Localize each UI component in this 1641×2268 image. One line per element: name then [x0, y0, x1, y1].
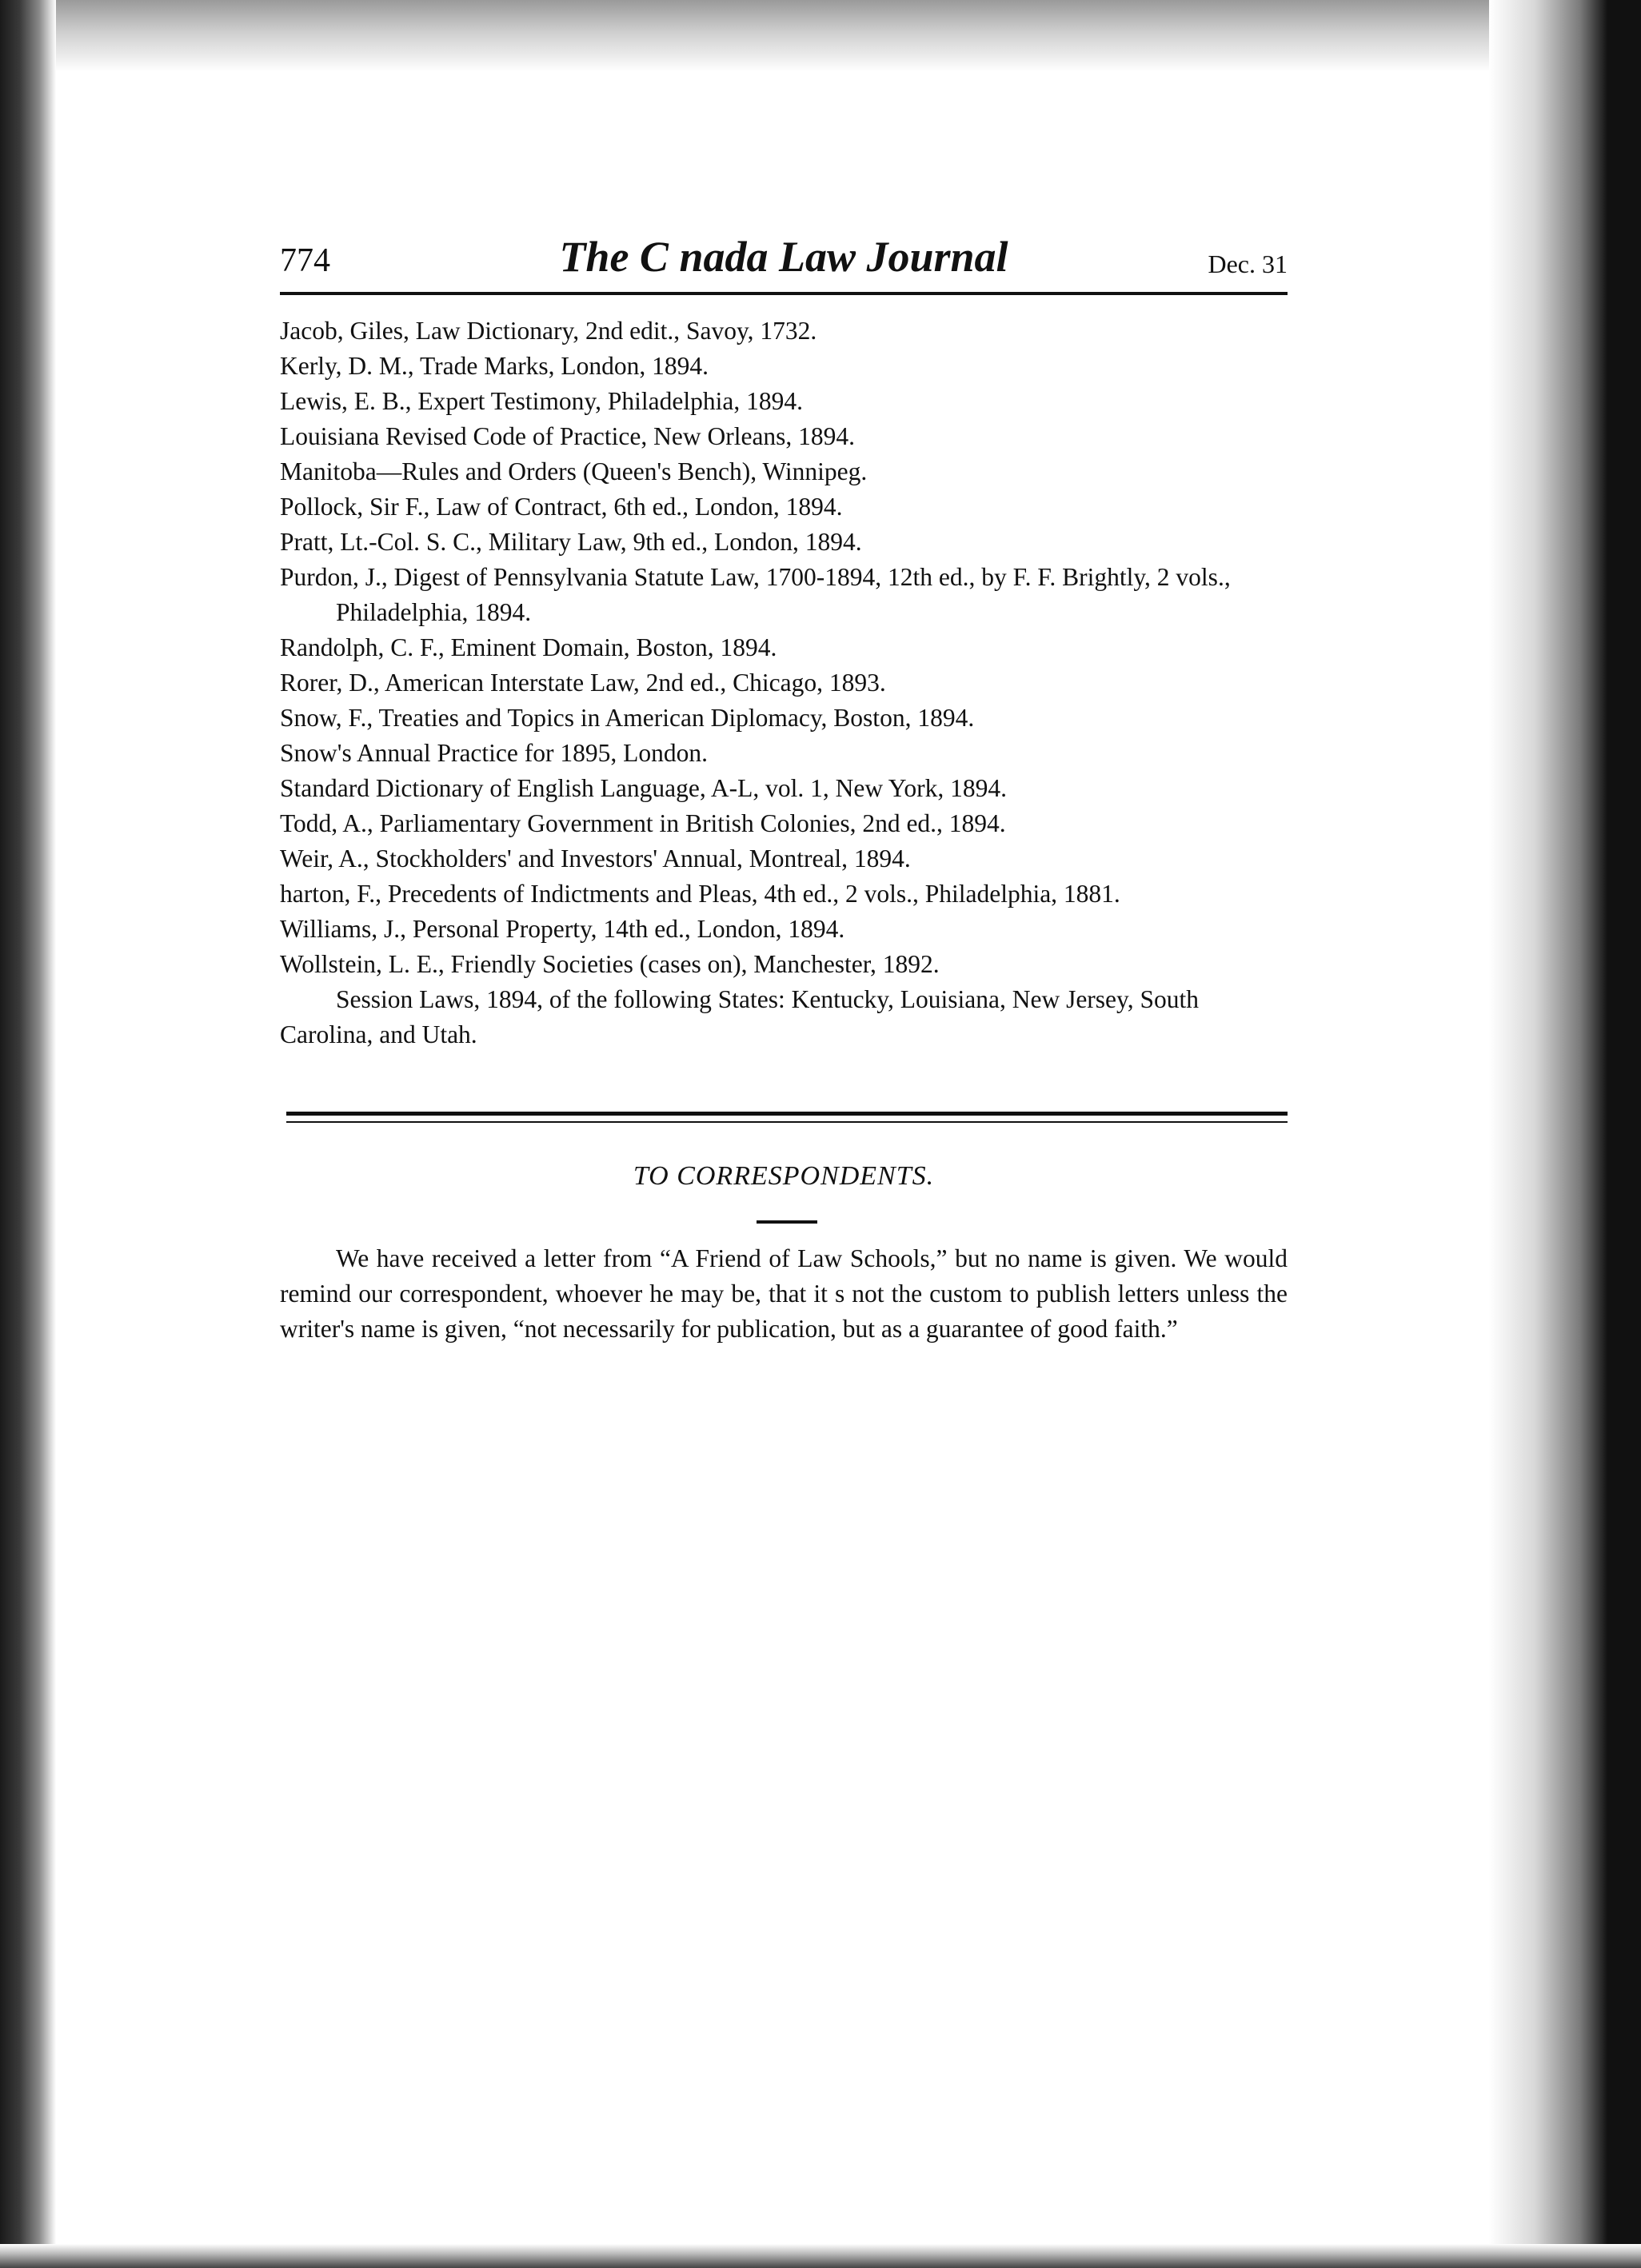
section-divider-thick — [286, 1112, 1288, 1116]
list-item: Louisiana Revised Code of Practice, New Orleans, 1894. — [280, 422, 856, 450]
list-item: Snow, F., Treaties and Topics in American Diplomacy, Boston, 1894. — [280, 704, 975, 732]
list-item: Kerly, D. M., Trade Marks, London, 1894. — [280, 352, 709, 380]
scan-edge-top — [0, 0, 1641, 72]
list-item: harton, F., Precedents of Indictments and Pleas, 4th ed., 2 vols., Philadelphia, 1881. — [280, 880, 1120, 908]
list-item: Lewis, E. B., Expert Testimony, Philadelphia, 1894. — [280, 387, 803, 415]
list-item: Wollstein, L. E., Friendly Societies (cases on), Manchester, 1892. — [280, 950, 940, 978]
list-item: Todd, A., Parliamentary Government in British Colonies, 2nd ed., 1894. — [280, 809, 1006, 837]
list-item: Jacob, Giles, Law Dictionary, 2nd edit., Savoy, 1732. — [280, 317, 817, 345]
issue-date: Dec. 31 — [1208, 250, 1288, 278]
list-item: Randolph, C. F., Eminent Domain, Boston, 1894. — [280, 633, 777, 661]
session-laws-note: Session Laws, 1894, of the following States: Kentucky, Louisiana, New Jersey, South Carolina, and Utah. — [280, 985, 1200, 1048]
running-head — [280, 232, 1288, 296]
header-rule — [280, 292, 1288, 295]
list-item: Williams, J., Personal Property, 14th ed., London, 1894. — [280, 915, 845, 943]
journal-title: The C nada Law Journal — [559, 233, 1008, 281]
list-item: Weir, A., Stockholders' and Investors' Annual, Montreal, 1894. — [280, 845, 911, 872]
list-item: Manitoba—Rules and Orders (Queen's Bench), Winnipeg. — [280, 457, 868, 485]
scan-edge-left — [0, 0, 56, 2268]
section-divider-thin — [286, 1121, 1288, 1123]
scan-edge-bottom — [0, 2244, 1641, 2268]
scan-edge-right — [1489, 0, 1641, 2268]
correspondents-paragraph: We have received a letter from “A Friend of Law Schools,” but no name is given. We would remind our correspondent, whoever he may be, that it s not the custom to publish letters unless the writer's name is given, “not necessarily for publication, but as a guarantee of good faith.” — [280, 1244, 1288, 1343]
heading-rule — [757, 1220, 817, 1224]
list-item: Snow's Annual Practice for 1895, London. — [280, 739, 708, 767]
section-heading: TO CORRESPONDENTS. — [633, 1161, 935, 1191]
list-item: Rorer, D., American Interstate Law, 2nd ed., Chicago, 1893. — [280, 669, 886, 697]
list-item: Pollock, Sir F., Law of Contract, 6th ed., London, 1894. — [280, 493, 843, 521]
list-item: Pratt, Lt.-Col. S. C., Military Law, 9th ed., London, 1894. — [280, 528, 862, 556]
page-number: 774 — [280, 242, 330, 279]
list-item: Standard Dictionary of English Language, A-L, vol. 1, New York, 1894. — [280, 774, 1007, 802]
list-item: Purdon, J., Digest of Pennsylvania Statute Law, 1700-1894, 12th ed., by F. F. Brightly, 2 vols., Philadelphia, 1894. — [280, 563, 1231, 626]
book-list — [280, 313, 1288, 1052]
